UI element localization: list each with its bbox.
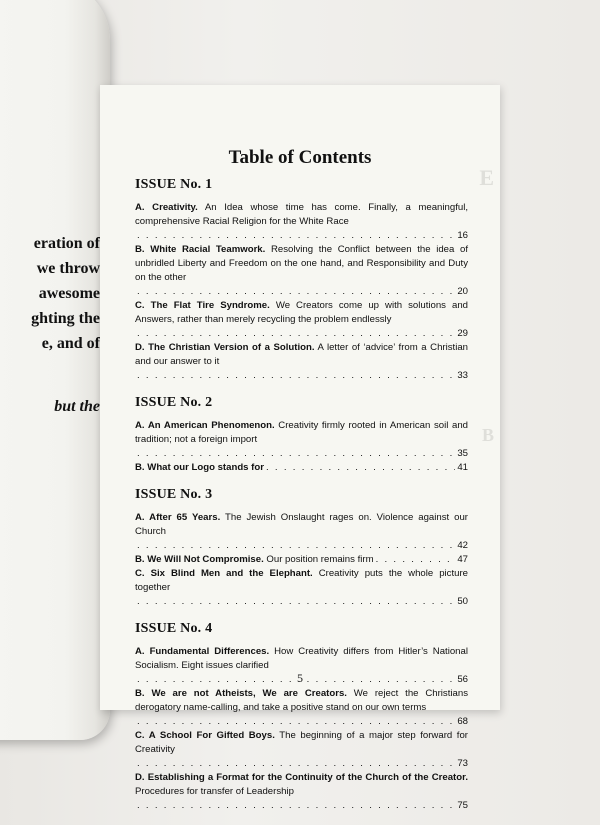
entry-text: We Creators come up with solutions and Answers, rather than merely recycling the problem endlessly — [135, 300, 468, 325]
issue-section — [135, 177, 468, 383]
entry-text: Resolving the Conflict between the idea of unbridled Liberty and Freedom on the one hand, and Responsibility and Duty on the other — [135, 244, 468, 283]
entry-text: Creativity firmly rooted in American soil and tradition; not a foreign import — [135, 420, 468, 445]
entry-title: B. What our Logo stands for — [135, 462, 264, 473]
toc-entry — [135, 461, 468, 475]
toc-entry — [135, 341, 468, 383]
book-page — [100, 85, 500, 811]
entry-leader — [135, 539, 468, 553]
entry-leader — [135, 461, 468, 475]
toc-entry — [135, 511, 468, 553]
entry-page-number: 47 — [457, 554, 468, 565]
entry-title: A. After 65 Years. — [135, 512, 221, 523]
issue-heading: ISSUE No. 1 — [135, 177, 213, 192]
show-through-mark: B — [481, 425, 494, 445]
entry-title: C. The Flat Tire Syndrome. — [135, 300, 270, 311]
issue-section — [135, 395, 468, 475]
issue-heading: ISSUE No. 2 — [135, 395, 213, 410]
entry-leader — [135, 595, 468, 609]
entry-text: The Jewish Onslaught rages on. Violence against our Church — [135, 512, 468, 537]
issue-section — [135, 621, 468, 813]
entry-text: How Creativity differs from Hitler’s National Socialism. Eight issues clarified — [135, 646, 468, 671]
entry-text: The beginning of a major step forward for Creativity — [135, 730, 468, 755]
entry-title: D. Establishing a Format for the Continuity of the Church of the Creator. — [135, 772, 468, 783]
entry-title: B. We Will Not Compromise. — [135, 554, 264, 565]
entry-text: Procedures for transfer of Leadership — [135, 786, 294, 797]
left-page — [0, 0, 110, 740]
left-text-line: ghting the — [31, 310, 100, 327]
entry-text: A letter of ‘advice’ from a Christian and our answer to it — [135, 342, 468, 367]
entry-page-number: 16 — [457, 230, 468, 241]
entry-page-number: 50 — [457, 596, 468, 607]
toc-entry — [135, 419, 468, 461]
left-text-line: eration of — [33, 235, 100, 252]
entry-page-number: 42 — [457, 540, 468, 551]
entry-title: A. Creativity. — [135, 202, 198, 213]
entry-title: C. Six Blind Men and the Elephant. — [135, 568, 313, 579]
show-through-mark: E — [479, 165, 494, 190]
left-text-line: we throw — [36, 260, 100, 277]
entry-leader — [135, 369, 468, 383]
entry-page-number: 20 — [457, 286, 468, 297]
left-text-line: e, and of — [41, 335, 100, 352]
entry-page-number: 68 — [457, 716, 468, 727]
issue-section — [135, 487, 468, 609]
entry-title: A. An American Phenomenon. — [135, 420, 275, 431]
issue-heading: ISSUE No. 3 — [135, 487, 213, 502]
toc-entry — [135, 243, 468, 299]
entry-title: C. A School For Gifted Boys. — [135, 730, 275, 741]
page-title: Table of Contents — [228, 147, 372, 168]
entry-title: D. The Christian Version of a Solution. — [135, 342, 315, 353]
entry-text: We reject the Christians derogatory name-calling, and take a positive stand on our own terms — [135, 688, 468, 713]
left-text-line: but the — [54, 398, 100, 415]
entry-text: An Idea whose time has come. Finally, a meaningful, comprehensive Racial Religion for the White Race — [135, 202, 468, 227]
entry-leader — [135, 327, 468, 341]
toc-entry — [135, 201, 468, 243]
toc-entry — [135, 729, 468, 771]
entry-leader — [135, 447, 468, 461]
entry-text: Creativity puts the whole picture together — [135, 568, 468, 593]
entry-page-number: 56 — [457, 674, 468, 685]
toc-entry — [135, 299, 468, 341]
page-number: 5 — [297, 671, 303, 685]
entry-leader — [135, 799, 468, 813]
entry-page-number: 33 — [457, 370, 468, 381]
left-text-line: awesome — [38, 285, 100, 302]
entry-page-number: 75 — [457, 800, 468, 811]
entry-leader — [135, 229, 468, 243]
entry-title: B. We are not Atheists, We are Creators. — [135, 688, 347, 699]
table-of-contents — [135, 177, 468, 825]
entry-page-number: 41 — [457, 462, 468, 473]
toc-entry — [135, 553, 468, 567]
entry-leader — [135, 553, 468, 567]
entry-text: Our position remains firm — [263, 554, 374, 565]
entry-page-number: 73 — [457, 758, 468, 769]
toc-entry — [135, 771, 468, 813]
entry-page-number: 35 — [457, 448, 468, 459]
issue-heading: ISSUE No. 4 — [135, 621, 213, 636]
entry-page-number: 29 — [457, 328, 468, 339]
toc-entry — [135, 687, 468, 729]
entry-title: A. Fundamental Differences. — [135, 646, 270, 657]
entry-leader — [135, 715, 468, 729]
entry-leader — [135, 285, 468, 299]
toc-entry — [135, 567, 468, 609]
entry-leader — [135, 757, 468, 771]
entry-title: B. White Racial Teamwork. — [135, 244, 266, 255]
